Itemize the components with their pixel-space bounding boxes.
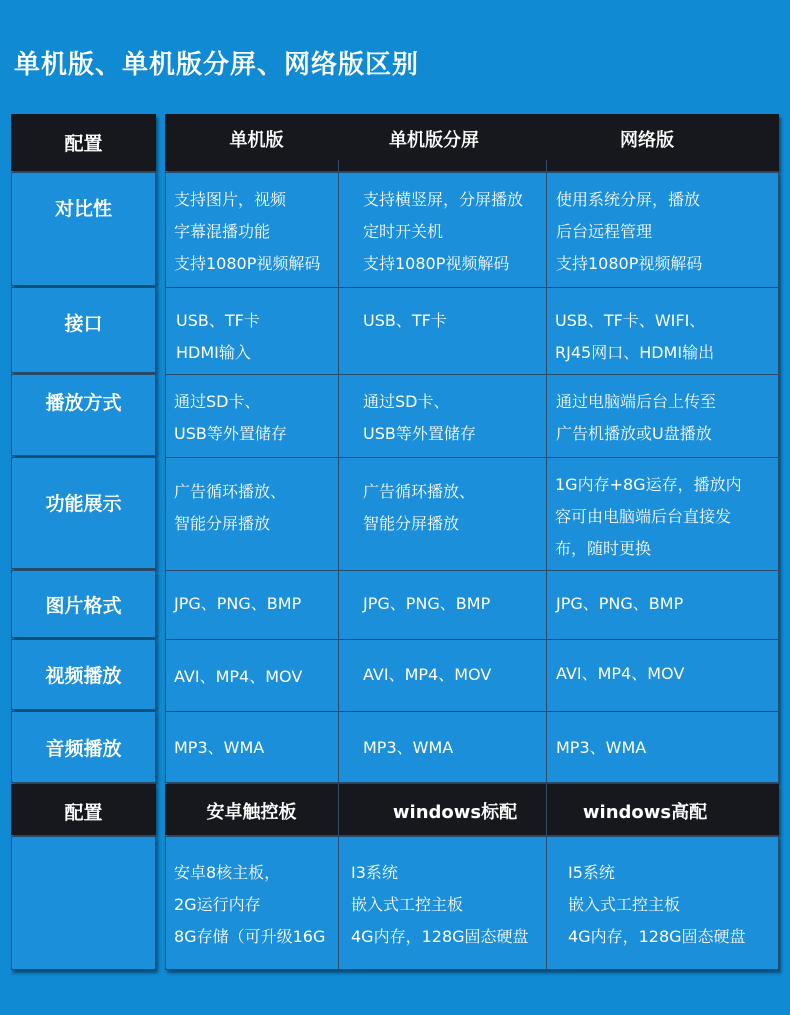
row-divider-5 [165,639,779,640]
cell-video-col3: AVI、MP4、MOV [556,664,685,683]
last-divider-1 [338,836,339,970]
cell-image-col2: JPG、PNG、BMP [363,594,491,613]
label-features: 功能展示 [45,492,122,515]
cell-video-col2: AVI、MP4、MOV [363,665,492,684]
row-divider-2 [165,374,779,375]
cell-features-col1: 广告循环播放、 智能分屏播放 [174,482,287,533]
cell-interface-col2: USB、TF卡 [363,311,447,330]
last-divider-2 [546,836,547,970]
header-col2: 单机版分屏 [389,130,479,151]
header-col1: 单机版 [229,130,284,151]
header2-divider-2 [546,784,547,835]
row-divider-6 [165,711,779,712]
row-divider-3 [165,457,779,458]
label-playmode: 播放方式 [45,392,122,414]
cell-features-col2: 广告循环播放、 智能分屏播放 [363,482,476,533]
label-audio: 音频播放 [45,737,122,760]
header2-divider-1 [338,784,339,835]
cell-image-col1: JPG、PNG、BMP [174,594,302,613]
header2-col3: windows高配 [582,802,708,823]
cell-audio-col3: MP3、WMA [556,738,647,757]
header-col3: 网络版 [620,130,674,151]
cell-playmode-col1: 通过SD卡、 USB等外置储存 [174,392,287,443]
cell-interface-col3: USB、TF卡、WIFI、 RJ45网口、HDMI输出 [555,311,715,362]
header2-col2: windows标配 [392,802,518,823]
cell-hw-col3: I5系统 嵌入式工控主板 4G内存，128G固态硬盘 [568,863,746,946]
cell-playmode-col3: 通过电脑端后台上传至 广告机播放或U盘播放 [556,392,717,443]
page-title: 单机版、单机版分屏、网络版区别 [14,50,420,80]
label-compare: 对比性 [54,197,112,220]
label-interface: 接口 [64,312,103,335]
cell-audio-col2: MP3、WMA [363,738,454,757]
cell-playmode-col2: 通过SD卡、 USB等外置储存 [363,392,476,443]
col-divider-1 [338,160,339,783]
cell-image-col3: JPG、PNG、BMP [556,594,684,613]
cell-features-col3: 1G内存+8G运存，播放内 容可由电脑端后台直接发 布，随时更换 [555,475,742,558]
row-divider-1 [165,287,779,288]
cell-video-col1: AVI、MP4、MOV [174,667,303,686]
label-image-format: 图片格式 [45,594,122,617]
label-video: 视频播放 [45,665,122,687]
header2-config-label: 配置 [64,802,103,824]
cell-hw-col1: 安卓8核主板， 2G运行内存 8G存储（可升级16G [174,863,326,946]
header-config-label: 配置 [64,133,103,155]
cell-compare-col3: 使用系统分屏，播放 后台远程管理 支持1080P视频解码 [556,190,703,273]
cell-interface-col1: USB、TF卡 HDMI输入 [176,311,260,362]
row-divider-4 [165,570,779,571]
cell-compare-col1: 支持图片，视频 字幕混播功能 支持1080P视频解码 [174,190,321,273]
col-divider-2 [546,160,547,783]
label-cell-empty [11,836,156,970]
cell-hw-col2: I3系统 嵌入式工控主板 4G内存，128G固态硬盘 [351,863,529,946]
header2-col1: 安卓触控板 [206,802,297,823]
cell-audio-col1: MP3、WMA [174,738,265,757]
cell-compare-col2: 支持横竖屏，分屏播放 定时开关机 支持1080P视频解码 [363,190,524,273]
